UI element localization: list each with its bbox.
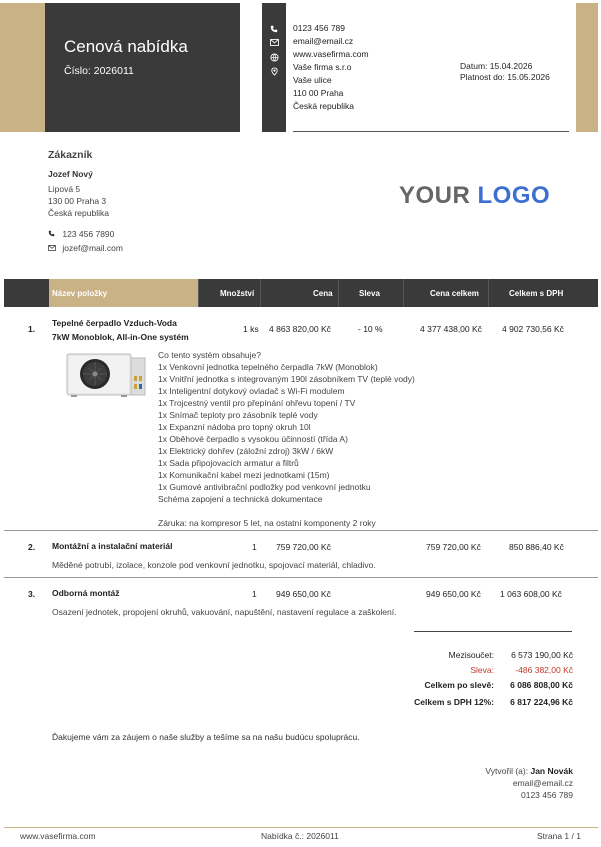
company-street: Vaše ulice xyxy=(293,75,332,85)
item-total: 4 377 438,00 Kč xyxy=(420,324,482,334)
customer-city: 130 00 Praha 3 xyxy=(48,196,107,206)
header-divider xyxy=(293,131,569,132)
author-name: Jan Novák xyxy=(530,766,573,776)
item-price: 4 863 820,00 Kč xyxy=(269,324,331,334)
author-label: Vytvořil (a): xyxy=(485,766,529,776)
description-line: 1x Inteligentní dotykový ovladač s Wi-Fi modulem xyxy=(158,386,345,396)
document-dates xyxy=(460,61,550,83)
after-discount-value: 6 086 808,00 Kč xyxy=(510,680,573,690)
description-line: 1x Komunikační kabel mezi jednotkami (15m) xyxy=(158,470,330,480)
company-website: www.vasefirma.com xyxy=(293,49,369,59)
description-line: 1x Trojcestný ventil pro přepínání ohřevu topení / TV xyxy=(158,398,356,408)
item-qty: 1 ks xyxy=(243,324,259,334)
issue-date: Datum: 15.04.2026 xyxy=(460,61,533,71)
author-email: email@email.cz xyxy=(512,778,573,788)
header-separator xyxy=(260,279,261,307)
footer-offer-number: Nabídka č.: 2026011 xyxy=(261,831,339,841)
description-line: 1x Elektrický dohřev (záložní zdroj) 3kW / 6kW xyxy=(158,446,334,456)
total-vat-label: Celkem s DPH 12%: xyxy=(414,697,494,707)
author-block xyxy=(400,765,573,801)
company-phone: 0123 456 789 xyxy=(293,23,345,33)
header-separator xyxy=(198,279,199,307)
item-total-vat: 1 063 608,00 Kč xyxy=(500,589,562,599)
header-accent-left xyxy=(0,3,45,132)
thank-you-note: Ďakujeme vám za záujem o naše služby a tešíme sa na našu budúcu spoluprácu. xyxy=(52,732,360,742)
footer-divider xyxy=(4,827,598,828)
company-name: Vaše firma s.r.o xyxy=(293,62,352,72)
header-separator xyxy=(403,279,404,307)
company-country: Česká republika xyxy=(293,101,354,111)
description-line: Co tento systém obsahuje? xyxy=(158,350,262,360)
item-name-line: 7kW Monoblok, All-in-One systém xyxy=(52,332,189,342)
description-line: Schéma zapojení a technická dokumentace xyxy=(158,494,323,504)
customer-contact xyxy=(48,228,123,256)
document-number: Číslo: 2026011 xyxy=(64,65,134,77)
customer-email: jozef@mail.com xyxy=(62,243,123,253)
author-phone: 0123 456 789 xyxy=(521,790,573,800)
description-line: 1x Expanzní nádoba pro topný okruh 10l xyxy=(158,422,311,432)
item-total: 949 650,00 Kč xyxy=(426,589,481,599)
company-logo: YOUR LOGO xyxy=(399,182,551,209)
item-number: 3. xyxy=(28,589,36,599)
discount-label: Sleva: xyxy=(470,665,494,675)
customer-heading: Zákazník xyxy=(48,149,93,161)
header-separator xyxy=(488,279,489,307)
phone-icon xyxy=(268,25,280,35)
customer-address xyxy=(48,183,109,219)
subtotal-label: Mezisoučet: xyxy=(448,650,494,660)
subtotal-value: 6 573 190,00 Kč xyxy=(511,650,573,660)
item-description: Měděné potrubí, izolace, konzole pod venkovní jednotku, spojovací materiál, chladivo. xyxy=(52,560,376,570)
item-price: 759 720,00 Kč xyxy=(276,542,331,552)
total-vat-value: 6 817 224,96 Kč xyxy=(510,697,573,707)
item-total: 759 720,00 Kč xyxy=(426,542,481,552)
company-email: email@email.cz xyxy=(293,36,354,46)
phone-icon xyxy=(48,229,60,242)
customer-phone: 123 456 7890 xyxy=(62,229,115,239)
discount-value: -486 382,00 Kč xyxy=(515,665,573,675)
item-qty: 1 xyxy=(252,542,257,552)
footer-website: www.vasefirma.com xyxy=(20,831,96,841)
contact-icon-bar xyxy=(262,3,286,132)
totals-divider xyxy=(414,631,572,632)
col-header-qty: Množství xyxy=(220,289,255,298)
item-name: Montážní a instalační materiál xyxy=(52,541,173,551)
warranty-note: Záruka: na kompresor 5 let, na ostatní komponenty 2 roky xyxy=(158,518,376,528)
valid-until-date: Platnost do: 15.05.2026 xyxy=(460,72,550,82)
header-accent-right xyxy=(576,3,598,132)
row-divider xyxy=(4,530,598,531)
description-line: 1x Sada připojovacích armatur a filtrů xyxy=(158,458,299,468)
item-number: 2. xyxy=(28,542,36,552)
col-header-total-vat: Celkem s DPH xyxy=(509,289,564,298)
company-info xyxy=(293,22,369,113)
customer-street: Lipová 5 xyxy=(48,184,81,194)
customer-name: Jozef Nový xyxy=(48,169,93,179)
row-divider xyxy=(4,577,598,578)
item-name xyxy=(52,316,189,344)
footer-page: Strana 1 / 1 xyxy=(537,831,581,841)
customer-country: Česká republika xyxy=(48,208,109,218)
heat-pump-image xyxy=(65,352,149,398)
item-total-vat: 4 902 730,56 Kč xyxy=(502,324,564,334)
item-qty: 1 xyxy=(252,589,257,599)
description-line: 1x Gumové antivibrační podložky pod venkovní jednotku xyxy=(158,482,371,492)
location-icon xyxy=(268,67,280,77)
description-line: 1x Oběhové čerpadlo s vysokou účinností (třída A) xyxy=(158,434,348,444)
after-discount-label: Celkem po slevě: xyxy=(424,680,494,690)
col-header-discount: Sleva xyxy=(359,289,380,298)
description-line: 1x Venkovní jednotka tepelného čerpadla 7kW (Monoblok) xyxy=(158,362,378,372)
description-line: 1x Snímač teploty pro zásobník teplé vody xyxy=(158,410,318,420)
item-discount: - 10 % xyxy=(358,324,383,334)
col-header-total: Cena celkem xyxy=(430,289,479,298)
document-title: Cenová nabídka xyxy=(64,37,188,56)
item-price: 949 650,00 Kč xyxy=(276,589,331,599)
item-description: Osazení jednotek, propojení okruhů, vakuování, napuštění, nastavení regulace a zaškolení. xyxy=(52,607,397,617)
item-name: Odborná montáž xyxy=(52,588,120,598)
col-header-name: Název položky xyxy=(52,289,108,298)
company-city: 110 00 Praha xyxy=(293,88,344,98)
col-header-price: Cena xyxy=(313,289,333,298)
email-icon xyxy=(48,243,60,256)
item-number: 1. xyxy=(28,324,36,334)
description-line: 1x Vnitřní jednotka s integrovaným 190l zásobníkem TV (teplé vody) xyxy=(158,374,415,384)
email-icon xyxy=(268,39,280,49)
header-title-block xyxy=(45,3,240,132)
item-total-vat: 850 886,40 Kč xyxy=(509,542,564,552)
globe-icon xyxy=(268,53,280,63)
item-name-line: Tepelné čerpadlo Vzduch-Voda xyxy=(52,318,177,328)
header-separator xyxy=(338,279,339,307)
item-description xyxy=(158,349,415,529)
